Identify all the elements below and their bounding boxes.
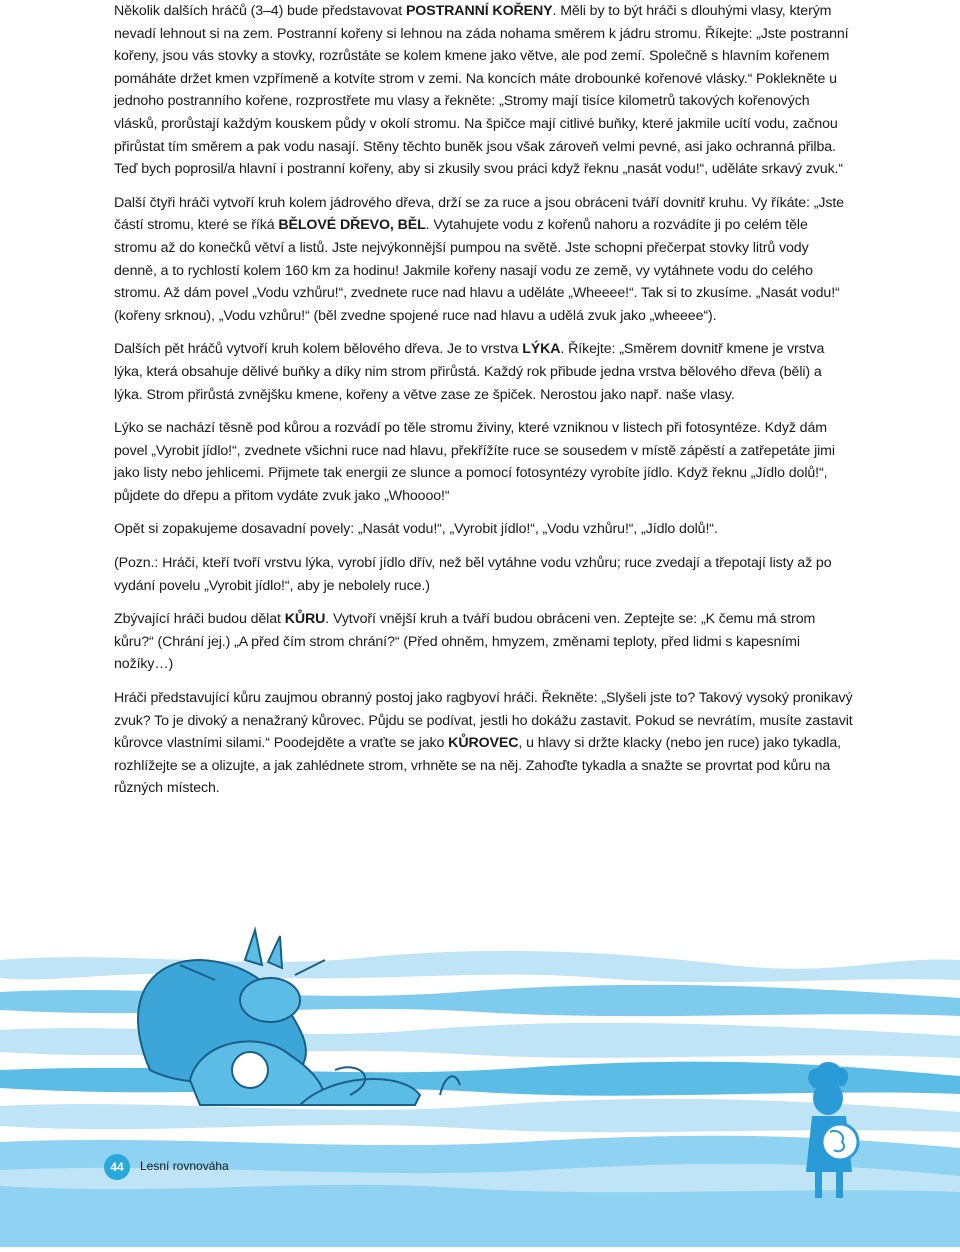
text-segment: . Vytahujete vodu z kořenů nahoru a rozvádíte ji po celém těle stromu až do konečků větví a listů. Jste nejvýkonnější pumpou na světě. Jste schopni přečerpat stovky litrů vody denně, a to rychlostí kolem 160 km za hodinu! Jakmile kořeny nasají vodu ze země, vy vytáhnete vodu do celého stromu. Až dám povel „Vodu vzhůru!“, zvednete ruce nad hlavu a uděláte „Wheeee!“. Tak si to zkusíme. „Nasát vodu!“ (kořeny srknou), „Vodu vzhůru!“ (běl zvedne spojené ruce nad hlavu a udělá zvuk jako „wheeee“). <box>114 217 840 324</box>
paragraph <box>114 417 854 507</box>
text-segment: Hráči představující kůru zaujmou obranný postoj jako ragbyoví hráči. Řekněte: „Slyšeli jste to? Takový vysoký pronikavý zvuk? To je divoký a nenažraný kůrovec. Půjdu se podívat, jestli ho dokážu zastavit. Pokud se nevrátím, musíte zastavit kůrovce vlastními silami.“ Poodejděte a vraťte se jako <box>114 690 853 752</box>
text-segment: Další čtyři hráči vytvoří kruh kolem jádrového dřeva, drží se za ruce a jsou obráceni tváří dovnitř kruhu. Vy říkáte: „Jste částí stromu, které se říká <box>114 194 844 234</box>
text-segment: . Vytvoří vnější kruh a tváří budou obráceni ven. Zeptejte se: „K čemu má strom kůru?“ (Chrání jej.) „A před čím strom chrání?“ (Před ohněm, hmyzem, změnami teploty, před lidmi s kapesními nožíky…) <box>114 611 816 673</box>
paragraph <box>114 518 854 541</box>
water-waves-illustration <box>0 880 960 1247</box>
emphasis-term: LÝKA <box>522 341 561 358</box>
page-number-badge: 44 <box>104 1154 130 1180</box>
text-segment: Několik dalších hráčů (3–4) bude představovat <box>114 3 406 19</box>
text-segment: . Měli by to být hráči s dlouhými vlasy, kterým nevadí lehnout si na zem. Postranní kořeny si lehnou na záda nohama směrem k jádru stromu. Říkejte: „Jste postranní kořeny, jsou vás stovky a stovky, rozrůstáte se kolem kmene jako větve, ale pod zemí. Společně s hlavním kořenem pomáháte držet kmen vzpřímeně a kotvíte strom v zemi. Na koncích máte drobounké kořenové vlásky.“ Poklekněte u jednoho postranního kořene, rozprostřete mu vlasy a řekněte: „Stromy mají tisíce kilometrů takových kořenových vlásků, prorůstají každým kouskem půdy v okolí stromu. Na špičce mají citlivé buňky, které jakmile ucítí vodu, začnou přirůstat tím směrem a pak vodu nasají. Stěny těchto buněk jsou však zároveň velmi pevné, asi jako ochranná přilba. Teď bych poprosil/a hlavní i postranní kořeny, aby si zkusily svou práci když řeknu „nasát vodu!“, uděláte srkavý zvuk.“ <box>114 3 849 178</box>
text-segment: Opět si zopakujeme dosavadní povely: „Nasát vodu!“, „Vyrobit jídlo!“, „Vodu vzhůru!“, „Jídlo dolů!“. <box>114 521 718 538</box>
text-segment: Lýko se nachází těsně pod kůrou a rozvádí po těle stromu živiny, které vzniknou v listech při fotosyntéze. Když dám povel „Vyrobit jídlo!“, zvednete všichni ruce nad hlavu, překřížíte ruce se sousedem v místě zápěstí a zatřepetáte jimi jako listy nebo jehlicemi. Přijmete tak energii ze slunce a pomocí fotosyntézy vyrobíte jídlo. Když řeknu „Jídlo dolů!“, půjdete do dřepu a přitom vydáte zvuk jako „Whoooo!“ <box>114 420 835 504</box>
paragraph <box>114 338 854 406</box>
text-segment: Dalších pět hráčů vytvoří kruh kolem bělového dřeva. Je to vrstva <box>114 341 523 358</box>
paragraph <box>114 192 854 328</box>
text-segment: . Říkejte: „Směrem dovnitř kmene je vrstva lýka, která obsahuje dělivé buňky a díky nim strom přirůstá. Každý rok přibude jedna vrstva bělového dřeva (běli) a lýka. Strom přirůstá zvnějšku kmene, kořeny a větve zase ze špiček. Nerostou jako např. naše vlasy. <box>114 341 825 403</box>
footer-illustration <box>0 880 960 1247</box>
text-segment: (Pozn.: Hráči, kteří tvoří vrstvu lýka, vyrobí jídlo dřív, než bĕl vytáhne vodu vzhůru; ruce zvedají a třepotají listy až po vydání povelu „Vyrobit jídlo!“, aby je nebolely ruce.) <box>114 555 832 594</box>
text-segment: Zbývající hráči budou dělat <box>114 611 285 628</box>
emphasis-term: BĚLOVÉ DŘEVO, BĚL <box>278 217 426 234</box>
text-segment: , u hlavy si držte klacky (nebo jen ruce) jako tykadla, rozhlížejte se a olizujte, a jak zahlédnete strom, vrhněte se na něj. Zahoďte tykadla a snažte se provrtat pod kůru na různých místech. <box>114 735 841 797</box>
paragraph <box>114 687 854 800</box>
footer-title: Lesní rovnováha <box>140 1159 229 1173</box>
emphasis-term: KŮRU <box>284 611 326 628</box>
emphasis-term: KŮROVEC <box>448 735 519 752</box>
emphasis-term: POSTRANNÍ KOŘENY <box>405 3 553 19</box>
article-body <box>114 0 854 811</box>
paragraph <box>114 0 854 181</box>
paragraph <box>114 552 854 597</box>
paragraph <box>114 608 854 676</box>
